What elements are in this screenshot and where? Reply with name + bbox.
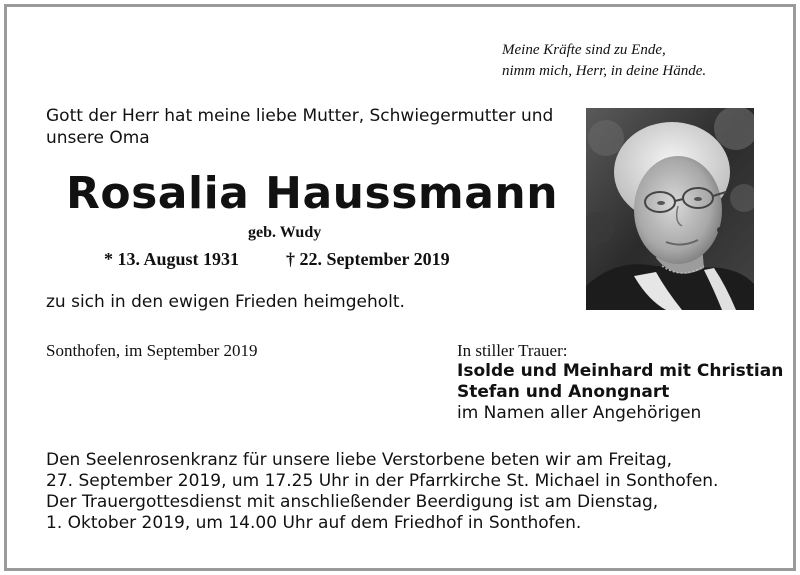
place-date: Sonthofen, im September 2019 — [46, 341, 258, 360]
mourners-line-1: Isolde und Meinhard mit Christian — [457, 361, 784, 381]
portrait-illustration — [586, 108, 754, 310]
death-date: † 22. September 2019 — [286, 249, 450, 269]
service-line-1: Den Seelenrosenkranz für unsere liebe Verstorbene beten wir am Freitag, — [46, 450, 673, 470]
service-line-4: 1. Oktober 2019, um 14.00 Uhr auf dem Friedhof in Sonthofen. — [46, 513, 582, 533]
mourners-line-2: Stefan und Anongnart — [457, 382, 670, 402]
mourners-line-3: im Namen aller Angehörigen — [457, 403, 702, 423]
mourners-heading: In stiller Trauer: — [457, 341, 568, 360]
service-line-2: 27. September 2019, um 17.25 Uhr in der Pfarrkirche St. Michael in Sonthofen. — [46, 471, 719, 491]
motto-line-2: nimm mich, Herr, in deine Hände. — [502, 63, 707, 79]
closing-text: zu sich in den ewigen Frieden heimgeholt. — [46, 292, 405, 312]
birth-date: * 13. August 1931 — [104, 249, 240, 269]
intro-line-2: unsere Oma — [46, 128, 150, 148]
deceased-name: Rosalia Haussmann — [66, 168, 559, 219]
motto-line-1: Meine Kräfte sind zu Ende, — [502, 42, 666, 58]
service-line-3: Der Trauergottesdienst mit anschließender Beerdigung ist am Dienstag, — [46, 492, 659, 512]
intro-line-1: Gott der Herr hat meine liebe Mutter, Schwiegermutter und — [46, 106, 554, 126]
portrait-photo — [586, 108, 754, 310]
maiden-name: geb. Wudy — [248, 224, 322, 241]
